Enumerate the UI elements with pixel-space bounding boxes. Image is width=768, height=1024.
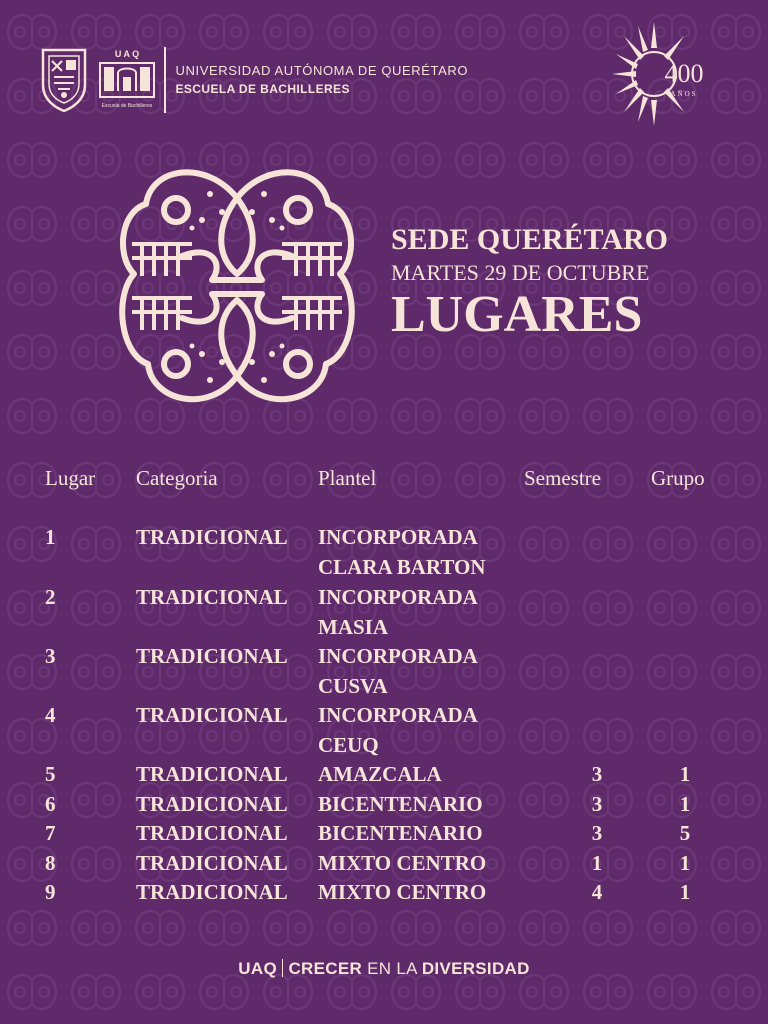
row-categoria: TRADICIONAL	[136, 644, 288, 668]
row-semestre: 4	[591, 880, 603, 904]
row-lugar: 4	[45, 703, 56, 727]
row-lugar: 7	[45, 821, 56, 845]
event-date: MARTES 29 DE OCTUBRE	[391, 260, 650, 285]
footer-slogan	[0, 959, 768, 979]
row-categoria: TRADICIONAL	[136, 851, 288, 875]
footer-separator	[282, 959, 284, 977]
row-categoria: TRADICIONAL	[136, 703, 288, 727]
row-plantel: MIXTO CENTRO	[318, 880, 487, 904]
university-name: UNIVERSIDAD AUTÓNOMA DE QUERÉTARO	[175, 63, 469, 78]
row-grupo: 1	[679, 792, 691, 816]
header-semestre: Semestre	[524, 466, 601, 490]
header-grupo: Grupo	[651, 466, 705, 490]
row-categoria: TRADICIONAL	[136, 762, 288, 786]
footer-crecer: CRECER	[288, 959, 363, 978]
uaq-logo-caption: Escuela de Bachilleres	[101, 103, 153, 109]
header-lugar: Lugar	[45, 466, 96, 490]
row-grupo: 1	[679, 762, 691, 786]
row-plantel: INCORPORADA	[318, 525, 478, 549]
row-semestre: 3	[591, 821, 603, 845]
row-lugar: 9	[45, 880, 56, 904]
row-lugar: 3	[45, 644, 56, 668]
row-lugar: 1	[45, 525, 56, 549]
row-plantel-line2: MASIA	[318, 615, 389, 639]
uaq-logo-letters: U A Q	[114, 49, 140, 59]
event-title: LUGARES	[391, 286, 643, 343]
school-name: ESCUELA DE BACHILLERES	[175, 82, 350, 96]
row-plantel: INCORPORADA	[318, 585, 478, 609]
row-semestre: 3	[591, 762, 603, 786]
header-categoria: Categoria	[136, 466, 218, 490]
anniversary-number: 400	[664, 59, 704, 88]
row-categoria: TRADICIONAL	[136, 525, 288, 549]
row-lugar: 5	[45, 762, 56, 786]
row-categoria: TRADICIONAL	[136, 585, 288, 609]
row-semestre: 3	[591, 792, 603, 816]
footer-diversidad: DIVERSIDAD	[421, 959, 530, 978]
row-plantel: AMAZCALA	[318, 762, 442, 786]
row-plantel: INCORPORADA	[318, 703, 478, 727]
anniversary-caption: AÑOS	[670, 90, 698, 98]
row-grupo: 1	[679, 851, 691, 875]
row-plantel: INCORPORADA	[318, 644, 478, 668]
row-grupo: 1	[679, 880, 691, 904]
row-plantel-line2: CEUQ	[318, 733, 379, 757]
row-lugar: 8	[45, 851, 56, 875]
footer-en-la: EN LA	[367, 959, 417, 978]
row-plantel: BICENTENARIO	[318, 792, 483, 816]
row-grupo: 5	[679, 821, 691, 845]
row-lugar: 2	[45, 585, 56, 609]
row-plantel: MIXTO CENTRO	[318, 851, 487, 875]
row-plantel: BICENTENARIO	[318, 821, 483, 845]
header-plantel: Plantel	[318, 466, 377, 490]
row-categoria: TRADICIONAL	[136, 792, 288, 816]
row-categoria: TRADICIONAL	[136, 880, 288, 904]
row-plantel-line2: CLARA BARTON	[318, 555, 486, 579]
footer-uaq: UAQ	[238, 959, 277, 978]
row-semestre: 1	[591, 851, 603, 875]
row-plantel-line2: CUSVA	[318, 674, 388, 698]
row-categoria: TRADICIONAL	[136, 821, 288, 845]
event-venue: SEDE QUERÉTARO	[391, 223, 669, 256]
row-lugar: 6	[45, 792, 56, 816]
